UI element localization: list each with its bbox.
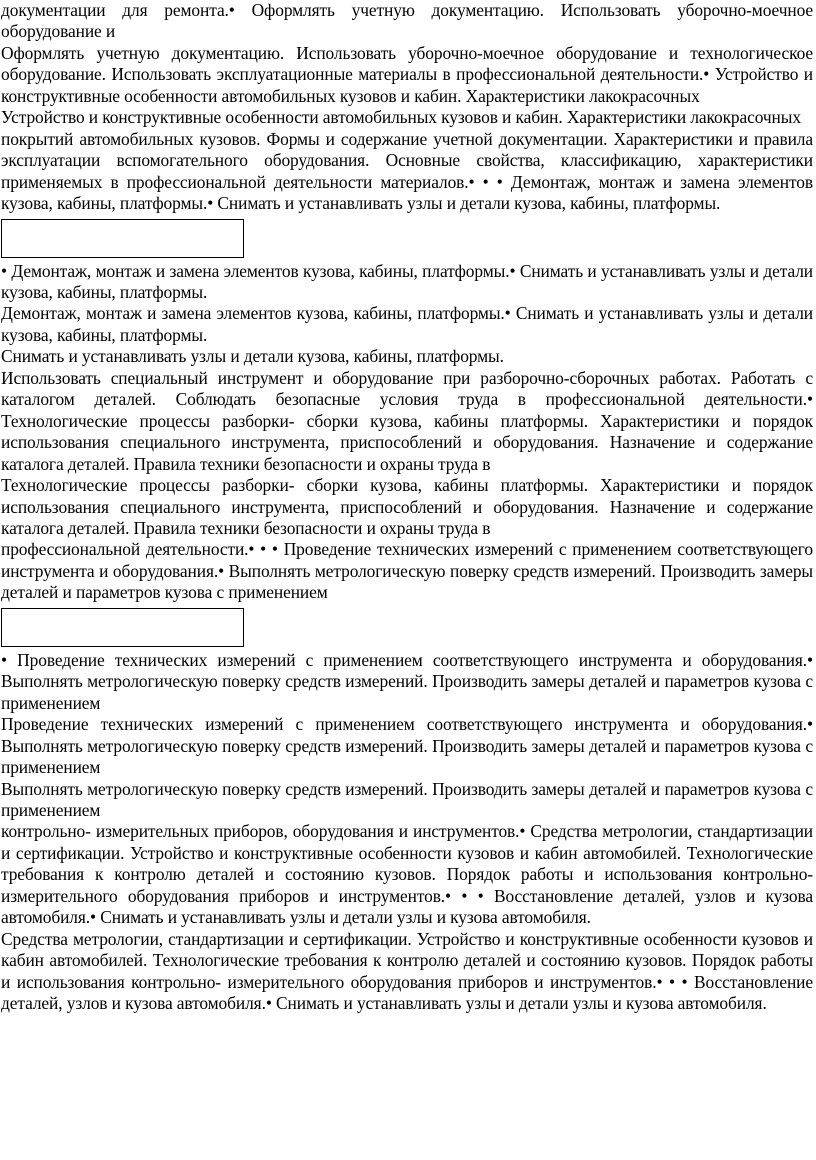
paragraph-12: Проведение технических измерений с применением соответствующего инструмента и оборудования.• Выполнять метрологическую поверку средств измерений. Производить замеры деталей и параметров кузова с применением (1, 714, 813, 778)
paragraph-10: профессиональной деятельности.• • • Проведение технических измерений с применением соответствующего инструмента и оборудования.• Выполнять метрологическую поверку средств измерений. Производить замеры деталей и параметров кузова с применением (1, 539, 813, 603)
paragraph-15: Средства метрологии, стандартизации и сертификации. Устройство и конструктивные особенности кузовов и кабин автомобилей. Технологические требования к контролю деталей и состоянию кузовов. Порядок работы и использования контрольно- измерительного оборудования приборов и инструментов.• • • Восстановление деталей, узлов и кузова автомобиля.• Снимать и устанавливать узлы и детали узлы и кузова автомобиля. (1, 928, 813, 1014)
paragraph-7: Снимать и устанавливать узлы и детали кузова, кабины, платформы. (1, 346, 504, 367)
empty-table-cell (1, 608, 244, 647)
empty-table-cell (1, 219, 244, 258)
paragraph-9: Технологические процессы разборки- сборки кузова, кабины платформы. Характеристики и порядок использования специального инструмента, приспособлений и оборудования. Назначение и содержание каталога деталей. Правила техники безопасности и охраны труда в (1, 475, 813, 538)
paragraph-4: покрытий автомобильных кузовов. Формы и содержание учетной документации. Характеристики и правила эксплуатации вспомогательного оборудования. Основные свойства, классификацию, характеристики применяемых в профессиональной деятельности материалов.• • • Демонтаж, монтаж и замена элементов кузова, кабины, платформы.• Снимать и устанавливать узлы и детали кузова, кабины, платформы. (1, 128, 813, 214)
paragraph-6: Демонтаж, монтаж и замена элементов кузова, кабины, платформы.• Снимать и устанавливать узлы и детали кузова, кабины, платформы. (1, 303, 813, 345)
paragraph-2: Оформлять учетную документацию. Использовать уборочно-моечное оборудование и технологическое оборудование. Использовать эксплуатационные материалы в профессиональной деятельности.• Устройство и конструктивные особенности автомобильных кузовов и кабин. Характеристики лакокрасочных (1, 42, 813, 106)
paragraph-1: документации для ремонта.• Оформлять учетную документацию. Использовать уборочно-моечное оборудование и (1, 0, 813, 42)
paragraph-14: контрольно- измерительных приборов, оборудования и инструментов.• Средства метрологии, стандартизации и сертификации. Устройство и конструктивные особенности кузовов и кабин автомобилей. Технологические требования к контролю деталей и состоянию кузовов. Порядок работы и использования контрольно- измерительного оборудования приборов и инструментов.• • • Восстановление деталей, узлов и кузова автомобиля.• Снимать и устанавливать узлы и детали узлы и кузова автомобиля. (1, 821, 813, 928)
paragraph-3: Устройство и конструктивные особенности автомобильных кузовов и кабин. Характеристики лакокрасочных (1, 107, 801, 128)
paragraph-8: Использовать специальный инструмент и оборудование при разборочно-сборочных работах. Работать с каталогом деталей. Соблюдать безопасные условия труда в профессиональной деятельности.• Технологические процессы разборки- сборки кузова, кабины платформы. Характеристики и порядок использования специального инструмента, приспособлений и оборудования. Назначение и содержание каталога деталей. Правила техники безопасности и охраны труда в (1, 367, 813, 474)
paragraph-5: • Демонтаж, монтаж и замена элементов кузова, кабины, платформы.• Снимать и устанавливать узлы и детали кузова, кабины, платформы. (1, 260, 813, 302)
paragraph-13: Выполнять метрологическую поверку средств измерений. Производить замеры деталей и параметров кузова с применением (1, 778, 813, 820)
paragraph-11: • Проведение технических измерений с применением соответствующего инструмента и оборудования.• Выполнять метрологическую поверку средств измерений. Производить замеры деталей и параметров кузова с применением (1, 649, 813, 713)
